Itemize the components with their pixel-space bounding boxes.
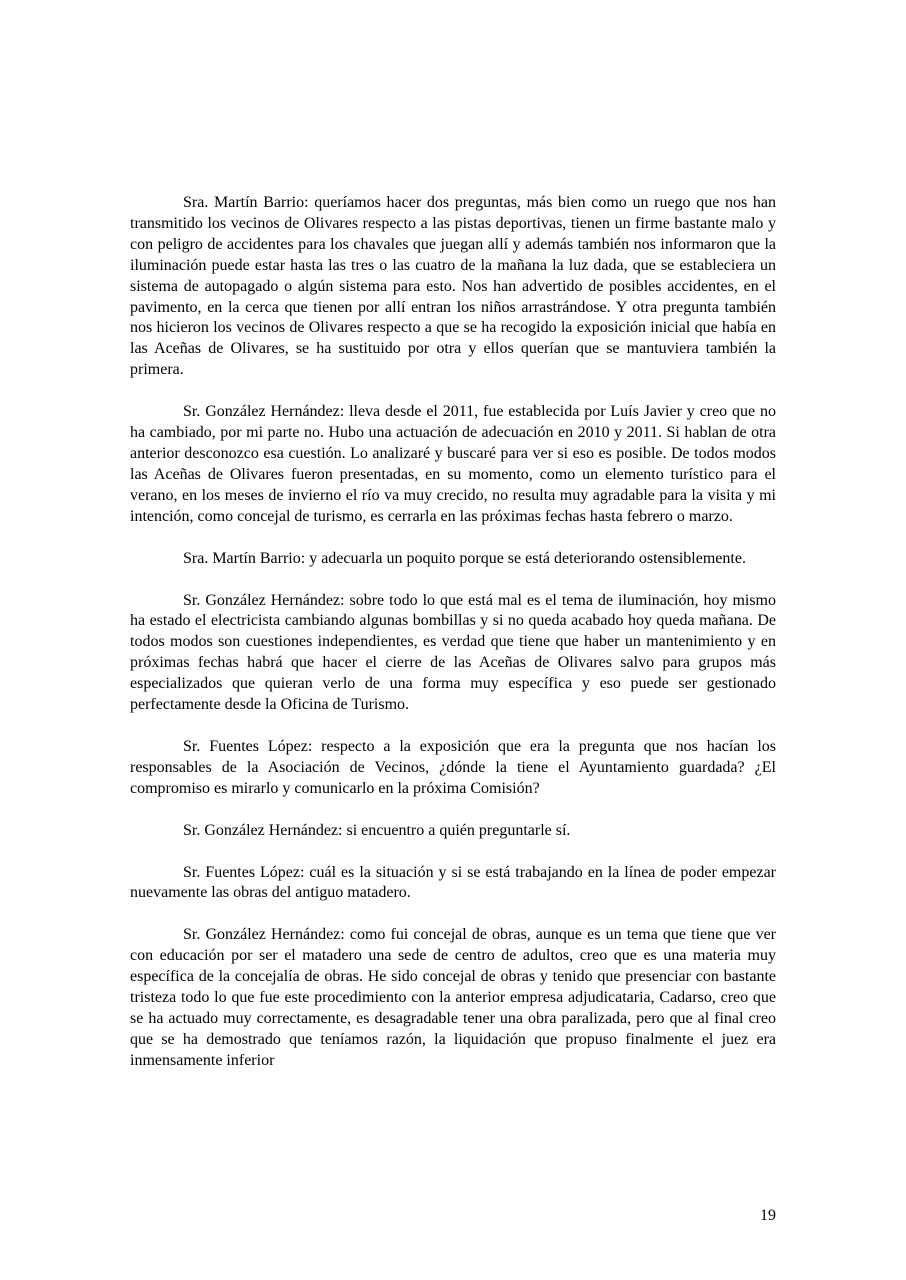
page-number: 19 [760, 1207, 776, 1224]
paragraph-martin-barrio-2: Sra. Martín Barrio: y adecuarla un poquito porque se está deteriorando ostensiblemente. [183, 549, 746, 567]
paragraph-gonzalez-hernandez-4: Sr. González Hernández: como fui concejal de obras, aunque es un tema que tiene que ver con educación por ser el matadero una sede de centro de adultos, creo que es una materia muy específica de la concejalía de obras. He sido concejal de obras y tenido que presenciar con bastante tristeza todo lo que fue este procedimiento con la anterior empresa adjudicataria, Cadarso, creo que se ha actuado muy correctamente, es desagradable tener una obra paralizada, pero que al final creo que se ha demostrado que teníamos razón, la liquidación que propuso finalmente el juez era inmensamente inferior [130, 926, 776, 1069]
paragraph-martin-barrio-1: Sra. Martín Barrio: queríamos hacer dos preguntas, más bien como un ruego que nos han transmitido los vecinos de Olivares respecto a las pistas deportivas, tienen un firme bastante malo y con peligro de accidentes para los chavales que juegan allí y además también nos informaron que la iluminación puede estar hasta las tres o las cuatro de la mañana la luz dada, que se estableciera un sistema de autopagado o algún sistema para esto. Nos han advertido de posibles accidentes, en el pavimento, en la cerca que tienen por allí entran los niños arrastrándose. Y otra pregunta también nos hicieron los vecinos de Olivares respecto a que se ha recogido la exposición inicial que había en las Aceñas de Olivares, se ha sustituido por otra y ellos querían que se mantuviera también la primera. [130, 194, 776, 379]
paragraph-gonzalez-hernandez-3: Sr. González Hernández: si encuentro a quién preguntarle sí. [183, 821, 571, 839]
paragraph-gonzalez-hernandez-1: Sr. González Hernández: lleva desde el 2011, fue establecida por Luís Javier y creo que no ha cambiado, por mi parte no. Hubo una actuación de adecuación en 2010 y 2011. Si hablan de otra anterior desconozco esa cuestión. Lo analizaré y buscaré para ver si eso es posible. De todos modos las Aceñas de Olivares fueron presentadas, en su momento, como un elemento turístico para el verano, en los meses de invierno el río va muy crecido, no resulta muy agradable para la visita y mi intención, como concejal de turismo, es cerrarla en las próximas fechas hasta febrero o marzo. [130, 403, 776, 525]
paragraph-fuentes-lopez-1: Sr. Fuentes López: respecto a la exposición que era la pregunta que nos hacían los responsables de la Asociación de Vecinos, ¿dónde la tiene el Ayuntamiento guardada? ¿El compromiso es mirarlo y comunicarlo en la próxima Comisión? [130, 737, 776, 797]
paragraph-fuentes-lopez-2: Sr. Fuentes López: cuál es la situación y si se está trabajando en la línea de poder empezar nuevamente las obras del antiguo matadero. [130, 863, 776, 902]
document-body [130, 193, 776, 1072]
paragraph-gonzalez-hernandez-2: Sr. González Hernández: sobre todo lo que está mal es el tema de iluminación, hoy mismo ha estado el electricista cambiando algunas bombillas y si no queda acabado hoy queda mañana. De todos modos son cuestiones independientes, es verdad que tiene que haber un mantenimiento y en próximas fechas habrá que hacer el cierre de las Aceñas de Olivares salvo para grupos más especializados que quieran verlo de una forma muy específica y eso puede ser gestionado perfectamente desde la Oficina de Turismo. [130, 591, 776, 714]
